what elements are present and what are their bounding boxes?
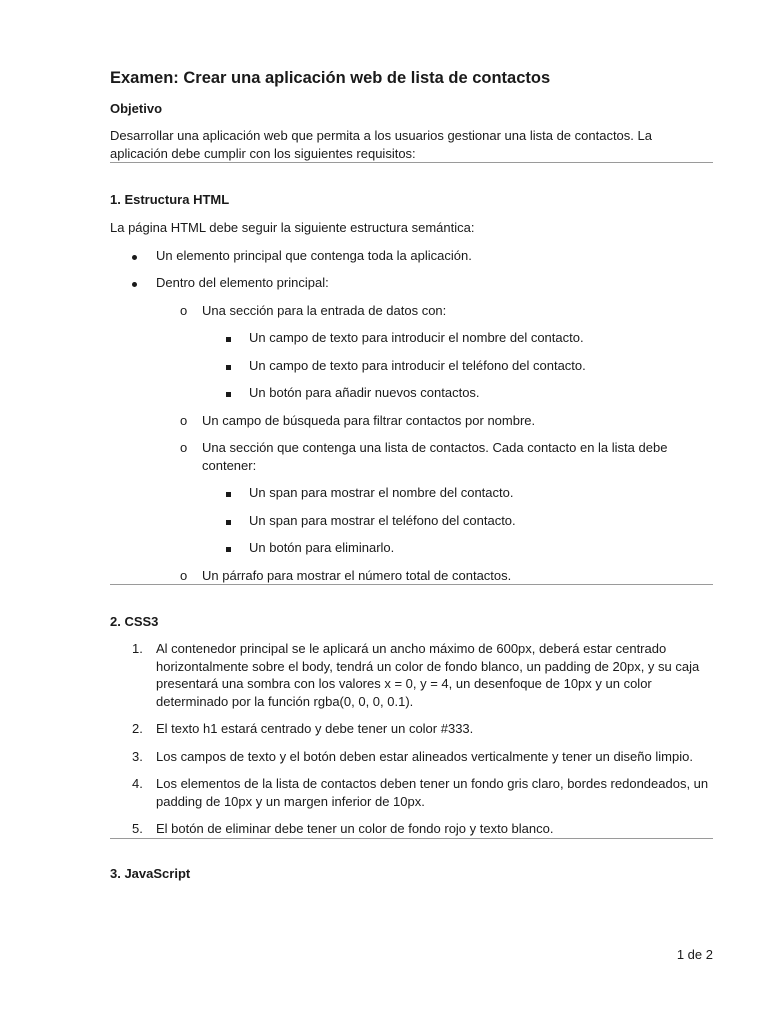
square-bullet-icon	[226, 357, 231, 375]
list-item-text: Un campo de búsqueda para filtrar contactos por nombre.	[202, 412, 536, 428]
section-js-title: 3. JavaScript	[110, 865, 191, 881]
numbered-list-item	[110, 640, 713, 710]
list-number: 4.	[132, 776, 143, 791]
numbered-list-item	[110, 720, 713, 738]
section-css-title: 2. CSS3	[110, 614, 159, 629]
list-item-text: Una sección que contenga una lista de contactos. Cada contacto en la lista debe contener:	[202, 440, 668, 473]
objective-label: Objetivo	[110, 101, 163, 116]
numbered-list-item	[110, 820, 713, 838]
page-number: 1 de 2	[676, 947, 713, 962]
objective-text: Desarrollar una aplicación web que permita a los usuarios gestionar una lista de contactos. La aplicación debe cumplir con los siguientes requisitos:	[110, 128, 652, 161]
list-item-text: Un elemento principal que contenga toda la aplicación.	[156, 247, 472, 263]
list-item	[110, 384, 713, 402]
list-item-text: Un span para mostrar el nombre del contacto.	[249, 485, 514, 500]
list-item	[110, 329, 713, 347]
css-requirements-list	[110, 640, 713, 838]
list-item	[110, 412, 713, 430]
circle-bullet-icon: o	[180, 567, 188, 583]
square-bullet-icon	[226, 512, 231, 530]
list-item-text: Un botón para añadir nuevos contactos.	[249, 385, 480, 400]
square-bullet-icon	[226, 539, 231, 557]
section-divider	[110, 584, 713, 585]
square-bullet-icon	[226, 329, 231, 347]
bullet-icon	[132, 274, 137, 292]
list-number: 5.	[132, 821, 143, 836]
section-divider	[110, 838, 713, 839]
section-html-intro: La página HTML debe seguir la siguiente estructura semántica:	[110, 220, 475, 235]
circle-bullet-icon: o	[180, 302, 188, 318]
list-item-text: El texto h1 estará centrado y debe tener un color #333.	[156, 721, 474, 736]
document-page	[110, 66, 713, 881]
list-item	[110, 512, 713, 530]
list-item	[110, 357, 713, 375]
circle-bullet-icon: o	[180, 440, 188, 455]
list-number: 1.	[132, 641, 143, 656]
circle-bullet-icon: o	[180, 412, 188, 428]
bullet-icon	[132, 247, 137, 265]
list-item	[110, 302, 713, 320]
list-item-text: El botón de eliminar debe tener un color de fondo rojo y texto blanco.	[156, 821, 554, 836]
list-item	[110, 439, 713, 474]
list-item	[110, 567, 713, 585]
list-number: 3.	[132, 748, 143, 764]
square-bullet-icon	[226, 484, 231, 502]
document-title: Examen: Crear una aplicación web de lista de contactos	[110, 69, 551, 87]
list-item	[110, 484, 713, 502]
square-bullet-icon	[226, 384, 231, 402]
list-item-text: Los campos de texto y el botón deben estar alineados verticalmente y tener un diseño limpio.	[156, 748, 693, 764]
list-item	[110, 539, 713, 557]
list-item-text: Un campo de texto para introducir el teléfono del contacto.	[249, 357, 586, 373]
list-item-text: Al contenedor principal se le aplicará un ancho máximo de 600px, deberá estar centrado horizontalmente sobre el body, tendrá un color de fondo blanco, un padding de 20px, y su caja presentará una sombra con los valores x = 0, y = 4, un desenfoque de 10px y un color determinado por la función rgba(0, 0, 0, 0.1).	[156, 641, 700, 709]
list-item-text: Los elementos de la lista de contactos deben tener un fondo gris claro, bordes redondeados, un padding de 10px y un margen inferior de 10px.	[156, 776, 709, 809]
list-item-text: Un párrafo para mostrar el número total de contactos.	[202, 567, 512, 583]
list-item-text: Dentro del elemento principal:	[156, 275, 329, 290]
numbered-list-item	[110, 748, 713, 766]
list-item	[110, 274, 713, 292]
list-item-text: Un campo de texto para introducir el nombre del contacto.	[249, 330, 584, 345]
section-html-title: 1. Estructura HTML	[110, 192, 230, 207]
numbered-list-item	[110, 775, 713, 810]
list-item-text: Un botón para eliminarlo.	[249, 540, 395, 555]
list-item-text: Una sección para la entrada de datos con:	[202, 302, 447, 318]
list-number: 2.	[132, 721, 143, 736]
section-divider	[110, 162, 713, 163]
html-structure-list	[110, 247, 713, 585]
list-item	[110, 247, 713, 265]
list-item-text: Un span para mostrar el teléfono del contacto.	[249, 512, 516, 528]
